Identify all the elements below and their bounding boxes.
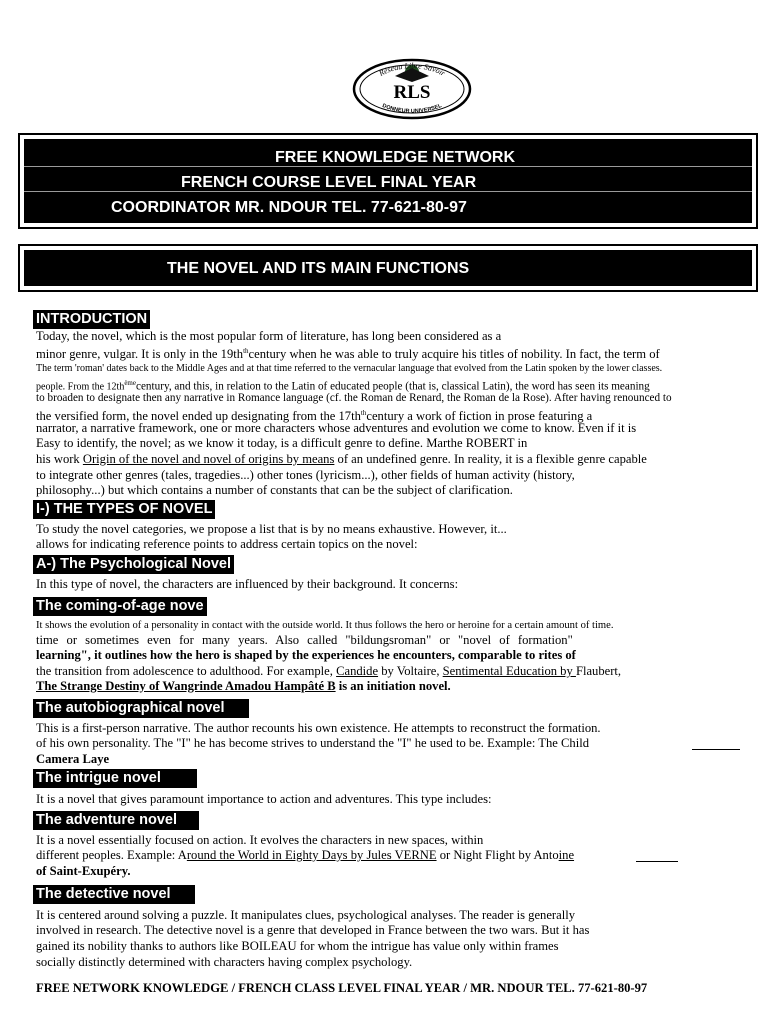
detective-line: socially distinctly determined with characters having complex psychology. [36, 955, 413, 969]
coming-line: time or sometimes even for many years. Also called "bildungsroman" or "novel of formation" [36, 633, 573, 647]
intro-line: to broaden to designate then any narrative in Romance language (cf. the Roman de Renard, the Roman de la Rose). After having renounced to [36, 392, 672, 404]
header-line-network: FREE KNOWLEDGE NETWORK [275, 149, 515, 166]
psych-line: In this type of novel, the characters are influenced by their background. It concerns: [36, 577, 459, 591]
coming-line: the transition from adolescence to adulthood. For example, Candide by Voltaire, Sentimental Education by Flaubert, [36, 664, 622, 678]
types-line: To study the novel categories, we propose a list that is by no means exhaustive. However, it... [36, 522, 507, 536]
intro-line: narrator, a narrative framework, one or more characters whose adventures and evolution we come to know. Even if it is [36, 421, 637, 435]
section-heading-psychological: A-) The Psychological Novel [33, 555, 234, 574]
coming-line: learning", it outlines how the hero is shaped by the experiences he encounters, comparable to rites of [36, 648, 576, 662]
coming-line: The Strange Destiny of Wangrinde Amadou Hampâté B is an initiation novel. [36, 679, 451, 693]
intrigue-line: It is a novel that gives paramount importance to action and adventures. This type includes: [36, 792, 492, 806]
section-heading-intrigue: The intrigue novel [33, 769, 197, 788]
header-box [18, 133, 758, 229]
intro-line: Today, the novel, which is the most popular form of literature, has long been considered as a [36, 329, 502, 343]
intro-line: to integrate other genres (tales, tragedies...) other tones (lyricism...), other fields of human activity (history, [36, 468, 575, 482]
adventure-line: different peoples. Example: Around the World in Eighty Days by Jules VERNE or Night Flight by Antoine [36, 848, 575, 862]
header-line-course: FRENCH COURSE LEVEL FINAL YEAR [181, 174, 477, 191]
intro-line: philosophy...) but which contains a number of constants that can be the subject of clarification. [36, 483, 513, 497]
intro-line: Easy to identify, the novel; as we know it today, is a difficult genre to define. Marthe ROBERT in [36, 436, 528, 450]
intro-line: his work Origin of the novel and novel of origins by means of an undefined genre. In reality, it is a flexible genre capable [36, 452, 647, 466]
auto-line: of his own personality. The "I" he has become strives to understand the "I" he used to be. Example: The Child [36, 736, 589, 750]
section-heading-detective: The detective novel [33, 885, 195, 904]
auto-line: This is a first-person narrative. The author recounts his own existence. He attempts to reconstruct the formation. [36, 721, 601, 735]
adventure-line: It is a novel essentially focused on action. It evolves the characters in new spaces, within [36, 833, 484, 847]
section-heading-types: I-) THE TYPES OF NOVEL [33, 500, 215, 519]
section-heading-adventure: The adventure novel [33, 811, 199, 830]
intro-line: The term 'roman' dates back to the Middle Ages and at that time referred to the vernacular language that evolved from the Latin spoken by the lower classes. [36, 363, 663, 374]
intro-line: the versified form, the novel ended up designating from the $17th^{th}century$ a work of fiction in prose featuring a [36, 409, 593, 424]
section-heading-introduction: INTRODUCTION [33, 310, 150, 329]
header-line-coordinator: COORDINATOR MR. NDOUR TEL. 77-621-80-97 [111, 199, 467, 216]
detective-line: It is centered around solving a puzzle. It manipulates clues, psychological analyses. The reader is generally [36, 908, 576, 922]
auto-line: Camera Laye [36, 752, 110, 766]
page-title: THE NOVEL AND ITS MAIN FUNCTIONS [167, 260, 470, 277]
coming-line: It shows the evolution of a personality in contact with the outside world. It thus follows the hero or heroine for a certain amount of time. [36, 620, 614, 631]
detective-line: gained its nobility thanks to authors like BOILEAU for whom the intrigue has value only within frames [36, 939, 559, 953]
logo-monogram: RLS [393, 82, 431, 103]
logo-emblem-icon [351, 56, 473, 120]
adventure-line: of Saint-Exupéry. [36, 864, 131, 878]
intro-line: people. From the $12th^{ème}century$, and this, in relation to the Latin of educated people (that is, classical Latin), the word has seen its meaning [36, 379, 650, 393]
section-heading-autobiographical: The autobiographical novel [33, 699, 249, 718]
title-box [18, 244, 758, 292]
section-heading-coming-of-age: The coming-of-age nove [33, 597, 207, 616]
adventure-blank-rule [636, 861, 678, 862]
types-line: allows for indicating reference points to address certain topics on the novel: [36, 537, 418, 551]
rls-logo [351, 56, 473, 120]
detective-line: involved in research. The detective novel is a genre that developed in France between the two wars. But it has [36, 923, 590, 937]
svg-text:DONNEUR UNIVERSEL: DONNEUR UNIVERSEL [381, 102, 443, 115]
intro-line: minor genre, vulgar. It is only in the $19th^{th}century$ when he was able to truly acquire his titles of nobility. In fact, the term of [36, 347, 660, 362]
page-footer: FREE NETWORK KNOWLEDGE / FRENCH CLASS LEVEL FINAL YEAR / MR. NDOUR TEL. 77-621-80-97 [36, 981, 648, 995]
auto-blank-rule [692, 749, 740, 750]
svg-text:Réseau Libre Savoir: Réseau Libre Savoir [377, 61, 447, 78]
